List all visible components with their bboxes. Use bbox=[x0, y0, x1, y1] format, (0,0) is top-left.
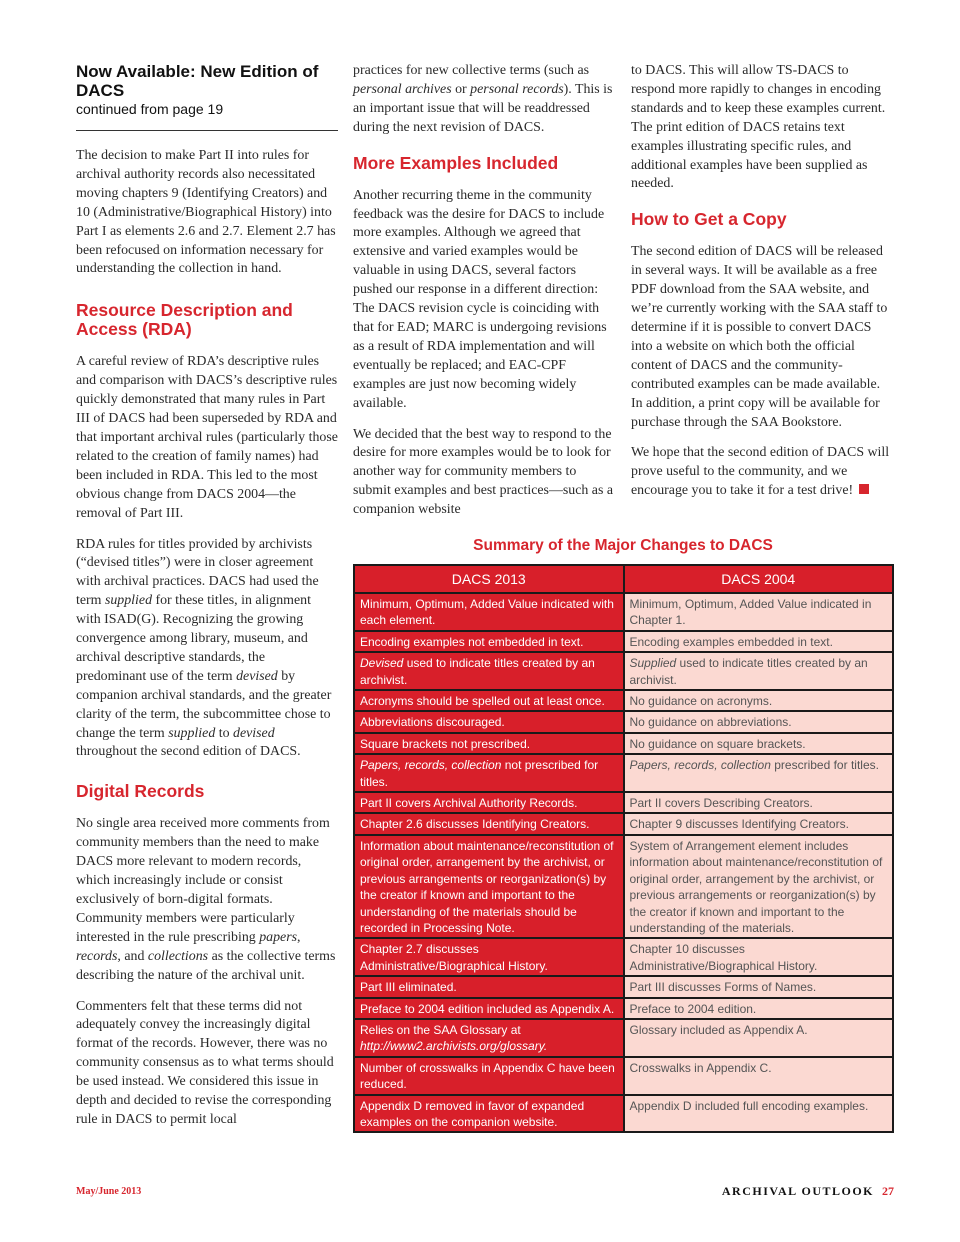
cell-2004: Part III discusses Forms of Names. bbox=[624, 976, 894, 997]
changes-table bbox=[353, 564, 894, 1133]
table-row bbox=[354, 835, 893, 938]
cell-2004: Preface to 2004 edition. bbox=[624, 998, 894, 1019]
table-title: Summary of the Major Changes to DACS bbox=[473, 537, 773, 554]
cell-2013: Information about maintenance/reconstitution of original order, arrangement by the archivist, or previous arrangements or reorganization(s) by the creator if known and important to the understanding of the materials should be recorded in Processing Note. bbox=[354, 835, 624, 938]
cell-2013: Chapter 2.7 discusses Administrative/Biographical History. bbox=[354, 938, 624, 976]
table-row bbox=[354, 652, 893, 690]
running-footer bbox=[722, 1184, 894, 1199]
cell-2013: Minimum, Optimum, Added Value indicated with each element. bbox=[354, 593, 624, 631]
paragraph: to DACS. This will allow TS-DACS to respond more rapidly to changes in encoding standards and to keep these examples current. The print edition of DACS retains text examples illustrating specific rules, and additional examples have been supplied as needed. bbox=[631, 63, 886, 192]
column-2 bbox=[353, 62, 615, 532]
table-header-row bbox=[354, 565, 893, 593]
article-continuation: continued from page 19 bbox=[76, 101, 224, 117]
cell-2004: No guidance on acronyms. bbox=[624, 690, 894, 711]
table-row bbox=[354, 938, 893, 976]
cell-2013: Abbreviations discouraged. bbox=[354, 711, 624, 732]
table-row bbox=[354, 733, 893, 754]
table-row bbox=[354, 631, 893, 652]
paragraph: RDA rules for titles provided by archivists (“devised titles”) were in closer agreement with archival practices. DACS had used the term supplied for these titles, in alignment with ISAD(G). Recognizing the growing convergence among library, museum, and archival descriptive standards, the predominant use of the term devised by companion archival standards, and the greater clarity of the term, the subcommittee chose to change the term supplied to devised throughout the second edition of DACS. bbox=[76, 536, 332, 760]
heading-digital-records: Digital Records bbox=[76, 781, 205, 802]
divider bbox=[76, 130, 338, 131]
cell-2013: Square brackets not prescribed. bbox=[354, 733, 624, 754]
table-row bbox=[354, 1019, 893, 1057]
cell-2013: Part II covers Archival Authority Records. bbox=[354, 792, 624, 813]
paragraph: No single area received more comments from community members than the need to make DACS more relevant to modern records, which increasingly include or consist exclusively of born-digital formats. Community members were particularly interested in the rule prescribing papers, records, and collections as the collective terms describing the nature of the archival unit. bbox=[76, 816, 336, 983]
heading-how-to-get-copy: How to Get a Copy bbox=[631, 209, 787, 230]
table-row bbox=[354, 690, 893, 711]
table-row bbox=[354, 1057, 893, 1095]
cell-2013: Relies on the SAA Glossary at http://www2.archivists.org/glossary. bbox=[354, 1019, 624, 1057]
cell-2004: Part II covers Describing Creators. bbox=[624, 792, 894, 813]
article-title: Now Available: New Edition of DACS bbox=[76, 62, 319, 100]
cell-2004: Crosswalks in Appendix C. bbox=[624, 1057, 894, 1095]
cell-2004: Chapter 9 discusses Identifying Creators. bbox=[624, 813, 894, 834]
heading-more-examples: More Examples Included bbox=[353, 152, 559, 173]
cell-2013: Number of crosswalks in Appendix C have been reduced. bbox=[354, 1057, 624, 1095]
page-number: 27 bbox=[882, 1184, 894, 1198]
table-row bbox=[354, 593, 893, 631]
cell-2013: Appendix D removed in favor of expanded examples on the companion website. bbox=[354, 1095, 624, 1133]
cell-2013: Devised used to indicate titles created by an archivist. bbox=[354, 652, 624, 690]
issue-date: May/June 2013 bbox=[76, 1186, 142, 1197]
column-1 bbox=[76, 62, 338, 1142]
column-header-2013: DACS 2013 bbox=[354, 565, 624, 593]
column-3 bbox=[631, 62, 893, 513]
end-mark-icon bbox=[859, 484, 869, 494]
cell-2013: Chapter 2.6 discusses Identifying Creators. bbox=[354, 813, 624, 834]
cell-2013: Part III eliminated. bbox=[354, 976, 624, 997]
cell-2004: Minimum, Optimum, Added Value indicated in Chapter 1. bbox=[624, 593, 894, 631]
cell-2004: No guidance on square brackets. bbox=[624, 733, 894, 754]
magazine-name: ARCHIVAL OUTLOOK bbox=[721, 1184, 874, 1198]
table-row bbox=[354, 754, 893, 792]
paragraph: practices for new collective terms (such as personal archives or personal records). This is an important issue that will be readdressed during the next revision of DACS. bbox=[353, 63, 613, 135]
cell-2004: Encoding examples embedded in text. bbox=[624, 631, 894, 652]
cell-2013: Papers, records, collection not prescribed for titles. bbox=[354, 754, 624, 792]
paragraph: We hope that the second edition of DACS will prove useful to the community, and we encourage you to take it for a test drive! bbox=[631, 445, 890, 499]
paragraph: We decided that the best way to respond to the desire for more examples would be to look for another way for community members to submit examples and best practices—such as a companion website bbox=[353, 426, 613, 518]
paragraph: Commenters felt that these terms did not adequately convey the increasingly digital format of the records. However, there was no community consensus as to what terms should be used instead. We considered this issue in depth and decided to revise the corresponding rule in DACS to permit local bbox=[76, 998, 334, 1127]
table-row bbox=[354, 998, 893, 1019]
cell-2004: Supplied used to indicate titles created by an archivist. bbox=[624, 652, 894, 690]
cell-2004: Glossary included as Appendix A. bbox=[624, 1019, 894, 1057]
paragraph: The second edition of DACS will be released in several ways. It will be available as a free PDF download from the SAA website, and we’re currently working with the SAA staff to determine if it is possible to convert DACS into a website on which both the official content of DACS and the community-contributed examples can be made available. In addition, a print copy will be available for purchase through the SAA Bookstore. bbox=[631, 244, 888, 430]
table-row bbox=[354, 711, 893, 732]
table-row bbox=[354, 813, 893, 834]
cell-2004: Chapter 10 discusses Administrative/Biographical History. bbox=[624, 938, 894, 976]
cell-2004: System of Arrangement element includes information about maintenance/reconstitution of original order, arrangement by the archivist, or previous arrangements or reorganization(s) by the creator if known and important to the understanding of the materials. bbox=[624, 835, 894, 938]
table-row bbox=[354, 1095, 893, 1133]
table-row bbox=[354, 792, 893, 813]
paragraph: The decision to make Part II into rules for archival authority records also necessitated moving chapters 9 (Identifying Creators) and 10 (Administrative/Biographical History) into Part I as elements 2.6 and 2.7. Element 2.7 has been refocused on information necessary for understanding the collection in hand. bbox=[76, 148, 336, 277]
cell-2004: Appendix D included full encoding examples. bbox=[624, 1095, 894, 1133]
cell-2013: Preface to 2004 edition included as Appendix A. bbox=[354, 998, 624, 1019]
cell-2013: Encoding examples not embedded in text. bbox=[354, 631, 624, 652]
column-header-2004: DACS 2004 bbox=[624, 565, 894, 593]
cell-2013: Acronyms should be spelled out at least once. bbox=[354, 690, 624, 711]
cell-2004: No guidance on abbreviations. bbox=[624, 711, 894, 732]
table-row bbox=[354, 976, 893, 997]
heading-rda: Resource Description and Access (RDA) bbox=[76, 300, 293, 340]
cell-2004: Papers, records, collection prescribed for titles. bbox=[624, 754, 894, 792]
paragraph: A careful review of RDA’s descriptive rules and comparison with DACS’s descriptive rules quickly demonstrated that many rules in Part III of DACS had been superseded by RDA and that important archival rules (particularly those related to the creation of family names) had been included in RDA. This led to the most obvious change from DACS 2004—the removal of Part III. bbox=[76, 354, 338, 521]
paragraph: Another recurring theme in the community feedback was the desire for DACS to include more examples. Although we agreed that extensive and varied examples would be valuable in using DACS, several factors pushed our response in a different direction: The DACS revision cycle is coinciding with that for EAD; MARC is undergoing revisions as a result of RDA implementation and will eventually be replaced; and EAC-CPF examples are just now becoming widely available. bbox=[353, 187, 607, 411]
